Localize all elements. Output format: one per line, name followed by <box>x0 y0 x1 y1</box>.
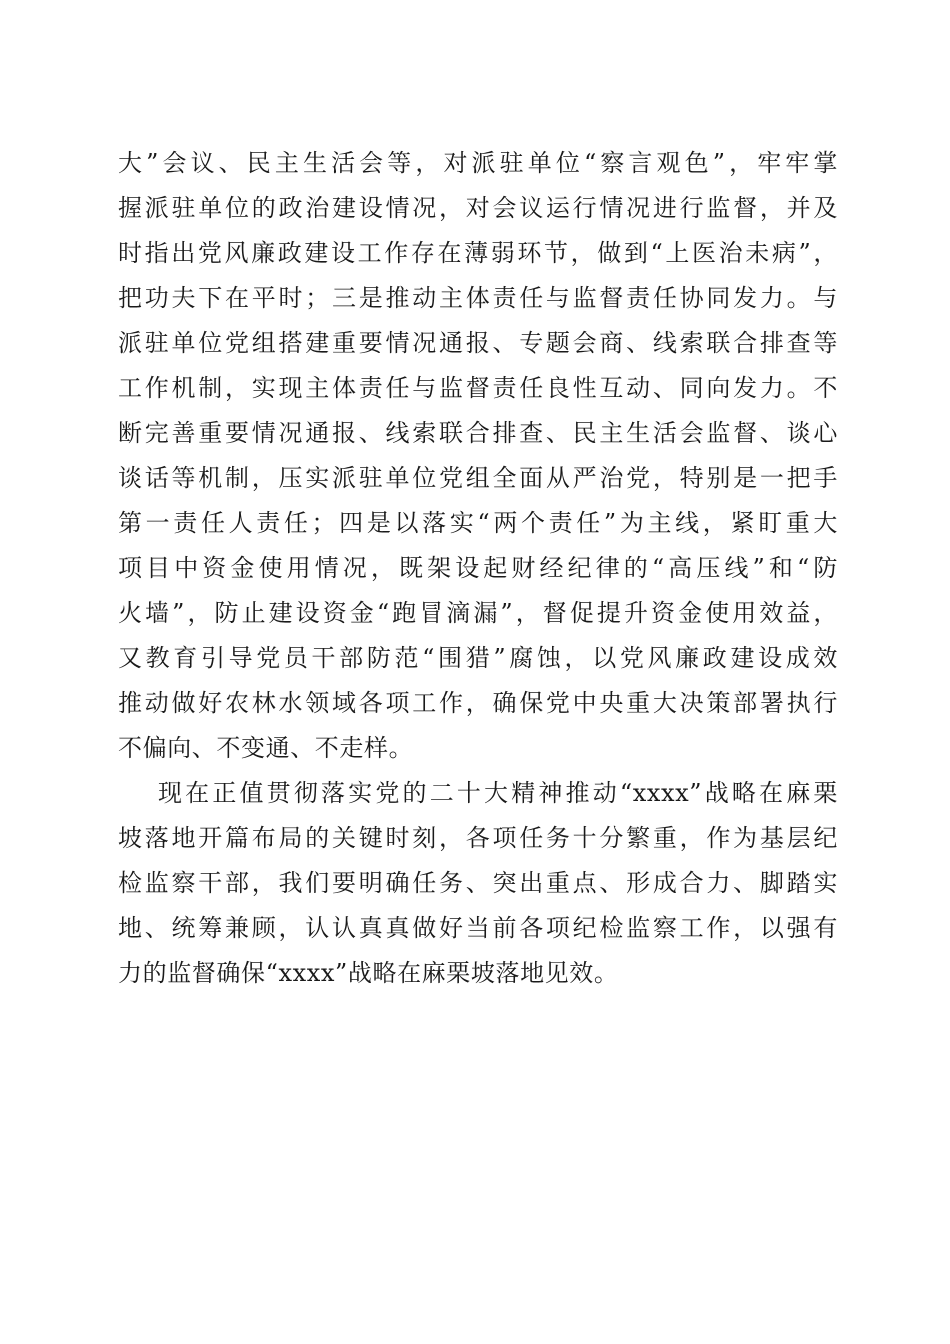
text-line: 现在正值贯彻落实党的二十大精神推动“xxxx”战略在麻栗 <box>158 779 838 807</box>
paragraph-1 <box>118 141 838 771</box>
paragraph-2 <box>118 771 838 996</box>
text-line: 大”会议、民主生活会等，对派驻单位“察言观色”，牢牢掌 <box>118 149 838 177</box>
text-line: 第一责任人责任；四是以落实“两个责任”为主线，紧盯重大 <box>118 509 838 537</box>
text-line: 力的监督确保“xxxx”战略在麻栗坡落地见效。 <box>118 959 619 987</box>
text-line: 握派驻单位的政治建设情况，对会议运行情况进行监督，并及 <box>118 194 838 222</box>
text-line: 项目中资金使用情况，既架设起财经纪律的“高压线”和“防 <box>118 554 838 582</box>
text-line: 地、统筹兼顾，认认真真做好当前各项纪检监察工作，以强有 <box>118 914 838 942</box>
text-line: 检监察干部，我们要明确任务、突出重点、形成合力、脚踏实 <box>118 869 838 897</box>
text-line: 断完善重要情况通报、线索联合排查、民主生活会监督、谈心 <box>118 419 838 447</box>
text-line: 坡落地开篇布局的关键时刻，各项任务十分繁重，作为基层纪 <box>118 824 838 852</box>
body-text <box>118 141 838 996</box>
text-line: 派驻单位党组搭建重要情况通报、专题会商、线索联合排查等 <box>118 329 838 357</box>
text-line: 又教育引导党员干部防范“围猎”腐蚀，以党风廉政建设成效 <box>118 644 838 672</box>
text-line: 时指出党风廉政建设工作存在薄弱环节，做到“上医治未病”， <box>118 239 838 267</box>
text-line: 工作机制，实现主体责任与监督责任良性互动、同向发力。不 <box>118 374 838 402</box>
text-line: 推动做好农林水领域各项工作，确保党中央重大决策部署执行 <box>118 689 838 717</box>
text-line: 谈话等机制，压实派驻单位党组全面从严治党，特别是一把手 <box>118 464 838 492</box>
text-line: 把功夫下在平时；三是推动主体责任与监督责任协同发力。与 <box>118 284 838 312</box>
text-line: 不偏向、不变通、不走样。 <box>118 734 414 762</box>
text-line: 火墙”，防止建设资金“跑冒滴漏”，督促提升资金使用效益， <box>118 599 838 627</box>
